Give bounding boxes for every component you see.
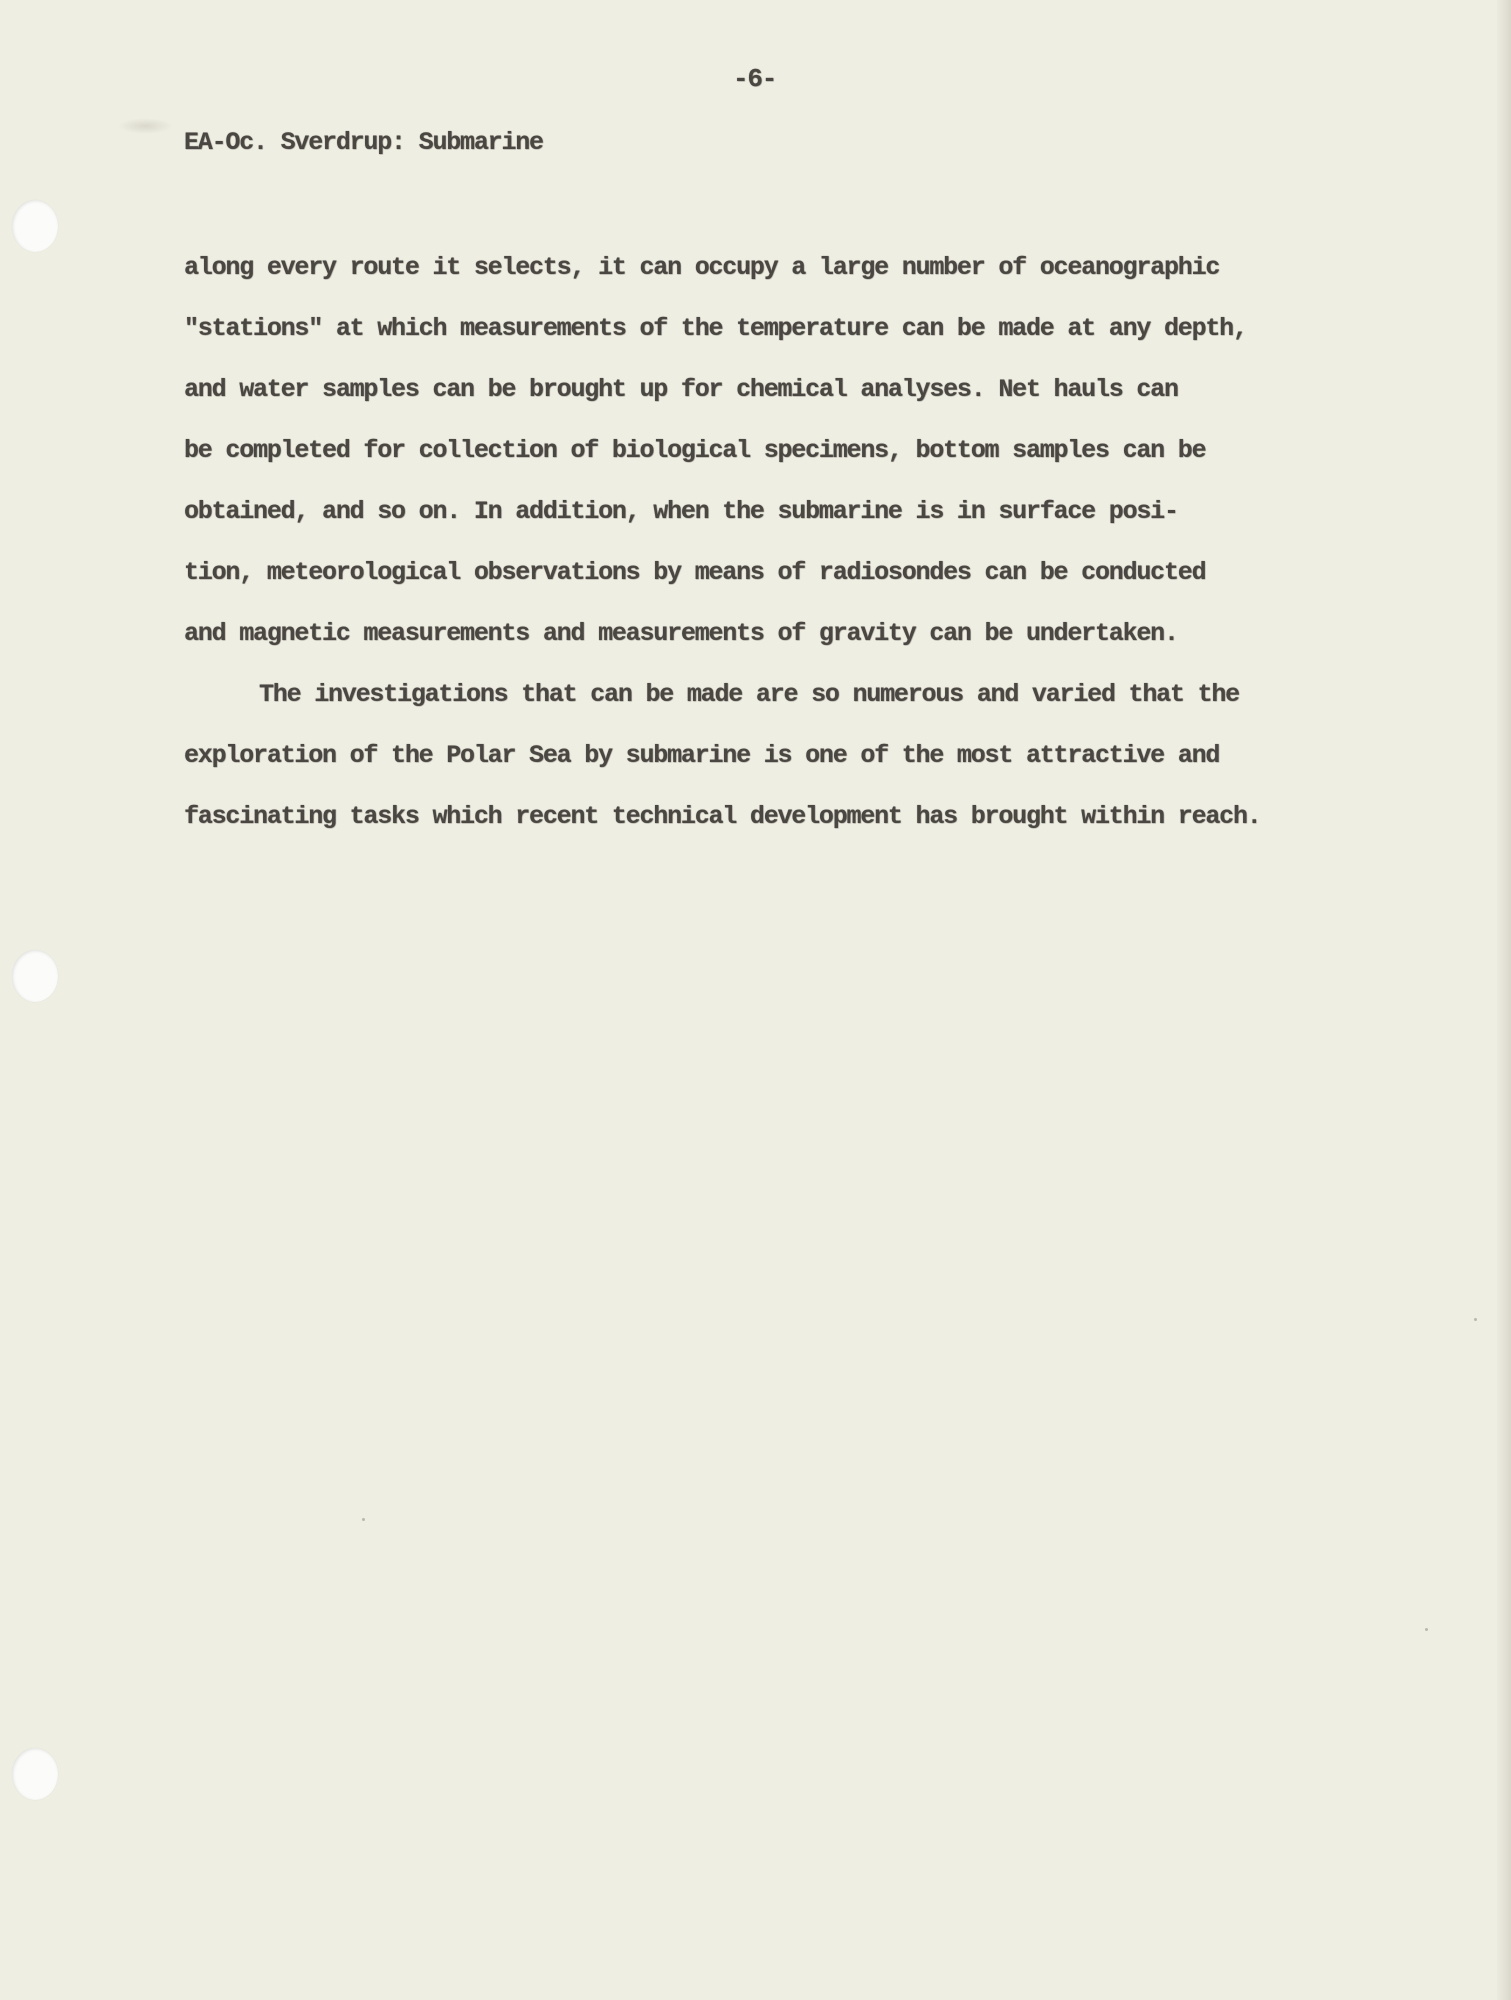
paragraph-1-line-5: obtained, and so on. In addition, when the submarine is in surface posi- [184,497,1178,526]
paragraph-2-line-1: The investigations that can be made are so numerous and varied that the [259,680,1239,709]
paragraph-2-line-3: fascinating tasks which recent technical development has brought within reach. [184,802,1261,831]
page-edge-shadow [1497,0,1511,2000]
margin-smudge [118,118,173,134]
punch-hole-top [12,200,58,252]
paragraph-1-line-2: "stations" at which measurements of the temperature can be made at any depth, [184,314,1247,343]
paper-speck [362,1518,365,1521]
punch-hole-bottom [12,1748,58,1800]
page-number: -6- [733,64,777,94]
paragraph-1-line-3: and water samples can be brought up for chemical analyses. Net hauls can [184,375,1178,404]
punch-hole-middle [12,950,58,1002]
paper-speck [1474,1318,1477,1321]
body-text [184,250,1364,860]
paragraph-1-line-7: and magnetic measurements and measurements of gravity can be undertaken. [184,619,1178,648]
paragraph-2-line-2: exploration of the Polar Sea by submarine is one of the most attractive and [184,741,1220,770]
paragraph-1-line-1: along every route it selects, it can occupy a large number of oceanographic [184,253,1220,282]
paper-speck [1425,1628,1428,1631]
paragraph-1-line-6: tion, meteorological observations by means of radiosondes can be conducted [184,558,1206,587]
paragraph-1-line-4: be completed for collection of biological specimens, bottom samples can be [184,436,1206,465]
running-head: EA-Oc. Sverdrup: Submarine [184,128,543,157]
